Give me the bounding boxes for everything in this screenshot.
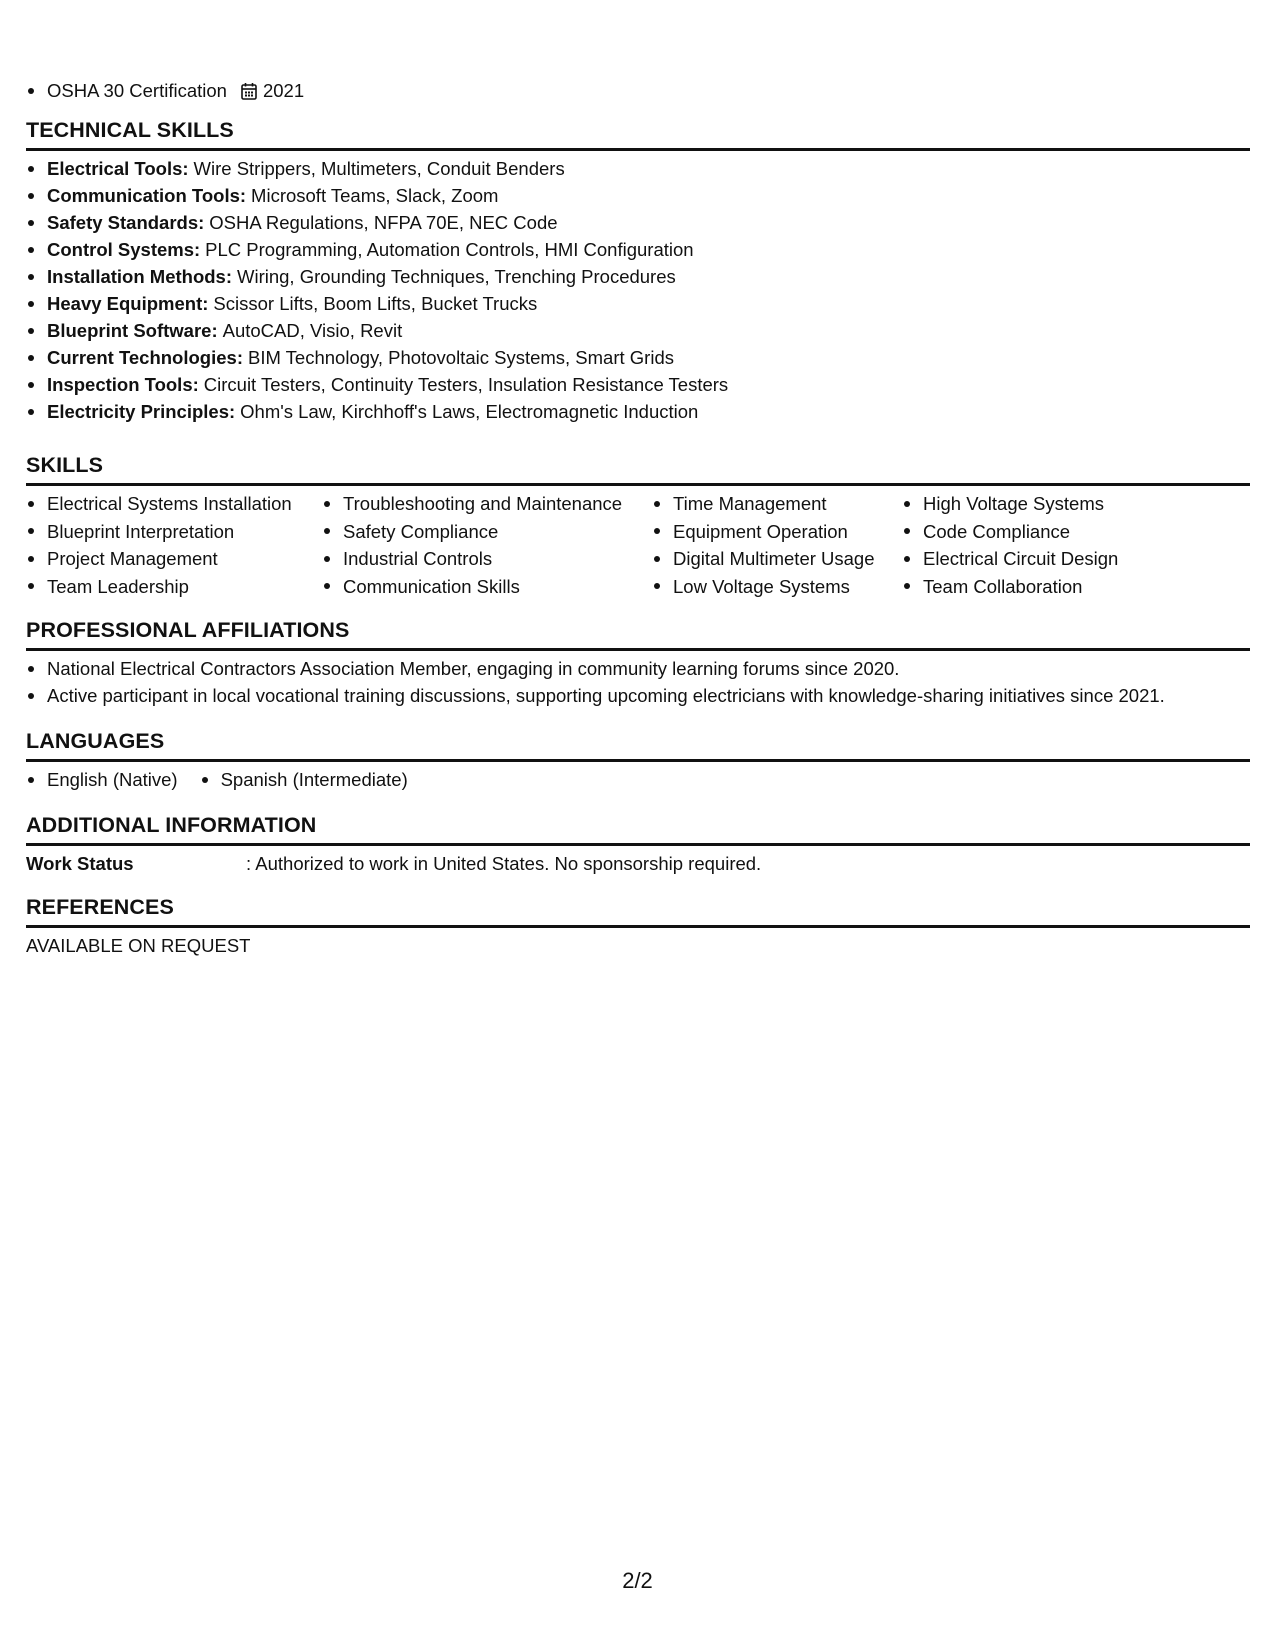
- bullet: [28, 355, 34, 361]
- skill-category: Current Technologies:: [47, 347, 243, 368]
- section-heading: LANGUAGES: [26, 729, 165, 753]
- certification-name: OSHA 30 Certification: [47, 80, 227, 101]
- skill-category: Inspection Tools:: [47, 374, 199, 395]
- bullet: [28, 220, 34, 226]
- bullet: [654, 501, 660, 507]
- list-item: [26, 490, 322, 518]
- bullet: [904, 501, 910, 507]
- list-item: [26, 545, 322, 573]
- bullet: [28, 166, 34, 172]
- work-status-row: [26, 850, 1250, 877]
- section-divider: [26, 148, 1250, 151]
- skill-values: Wire Strippers, Multimeters, Conduit Benders: [193, 158, 565, 179]
- skill-name: Equipment Operation: [673, 520, 848, 542]
- list-item: [322, 573, 652, 601]
- skill-name: Communication Skills: [343, 575, 520, 597]
- list-item: [902, 573, 1202, 601]
- bullet: [28, 556, 34, 562]
- skill-category: Blueprint Software:: [47, 320, 218, 341]
- list-item: [26, 766, 178, 793]
- bullet: [324, 501, 330, 507]
- skill-name: Project Management: [47, 548, 218, 569]
- skill-name: Safety Compliance: [343, 520, 499, 542]
- skill-values: Circuit Testers, Continuity Testers, Insulation Resistance Testers: [203, 374, 729, 395]
- bullet: [28, 88, 34, 94]
- work-status-value: : Authorized to work in United States. No sponsorship required.: [246, 853, 762, 874]
- languages-section: [26, 727, 1250, 793]
- list-item: [26, 655, 1250, 682]
- skills-grid: [26, 490, 1250, 600]
- skill-category: Electrical Tools:: [47, 158, 189, 179]
- list-item: [26, 236, 1250, 263]
- list-item: [902, 545, 1202, 573]
- skill-name: Team Collaboration: [923, 575, 1083, 597]
- affiliation-text: Active participant in local vocational training discussions, supporting upcoming electricians with knowledge-sharing initiatives since 2021.: [47, 685, 1165, 706]
- section-heading: SKILLS: [26, 453, 104, 477]
- list-item: [26, 518, 322, 546]
- affiliations-list: [26, 655, 1250, 709]
- skill-values: Ohm's Law, Kirchhoff's Laws, Electromagnetic Induction: [240, 401, 699, 422]
- language-name: Spanish (Intermediate): [220, 769, 408, 790]
- bullet: [28, 409, 34, 415]
- bullet: [28, 247, 34, 253]
- bullet: [28, 666, 34, 672]
- section-divider: [26, 843, 1250, 846]
- skill-values: Wiring, Grounding Techniques, Trenching Procedures: [237, 266, 676, 287]
- skill-values: Microsoft Teams, Slack, Zoom: [251, 185, 499, 206]
- bullet: [904, 583, 910, 589]
- bullet: [904, 528, 910, 534]
- list-item: [26, 317, 1250, 344]
- section-divider: [26, 483, 1250, 486]
- bullet: [202, 777, 208, 783]
- list-item: [200, 766, 408, 793]
- languages-list: [26, 766, 1250, 793]
- section-divider: [26, 648, 1250, 651]
- section-divider: [26, 759, 1250, 762]
- list-item: [322, 545, 652, 573]
- section-divider: [26, 925, 1250, 928]
- section-heading: ADDITIONAL INFORMATION: [26, 813, 317, 837]
- list-item: [322, 518, 652, 546]
- bullet: [28, 693, 34, 699]
- skill-values: Scissor Lifts, Boom Lifts, Bucket Trucks: [213, 293, 538, 314]
- list-item: [26, 263, 1250, 290]
- skills-column: [902, 490, 1202, 600]
- skills-column: [652, 490, 902, 600]
- bullet: [28, 301, 34, 307]
- skill-values: OSHA Regulations, NFPA 70E, NEC Code: [209, 212, 558, 233]
- list-item: [652, 545, 902, 573]
- list-item: [26, 155, 1250, 182]
- bullet: [28, 501, 34, 507]
- page-number: 2/2: [622, 1568, 653, 1593]
- skill-name: Code Compliance: [923, 520, 1071, 542]
- affiliation-text: National Electrical Contractors Association Member, engaging in community learning forums since 2020.: [47, 658, 900, 679]
- language-name: English (Native): [47, 769, 178, 790]
- bullet: [904, 556, 910, 562]
- skill-name: Digital Multimeter Usage: [673, 548, 875, 569]
- bullet: [324, 528, 330, 534]
- references-text: AVAILABLE ON REQUEST: [26, 935, 251, 956]
- skills-section: [26, 451, 1250, 600]
- bullet: [28, 274, 34, 280]
- bullet: [28, 528, 34, 534]
- technical-skills-list: [26, 155, 1250, 425]
- bullet: [654, 556, 660, 562]
- list-item: [26, 398, 1250, 425]
- skill-name: Time Management: [673, 493, 827, 514]
- list-item: [26, 682, 1250, 709]
- bullet: [28, 382, 34, 388]
- affiliations-section: [26, 616, 1250, 709]
- certification-year: 2021: [262, 80, 305, 101]
- skill-category: Control Systems:: [47, 239, 201, 260]
- skill-name: Troubleshooting and Maintenance: [343, 493, 623, 514]
- list-item: [652, 518, 902, 546]
- list-item: [26, 573, 322, 601]
- skill-name: Blueprint Interpretation: [47, 520, 235, 542]
- list-item: [322, 490, 652, 518]
- skill-values: AutoCAD, Visio, Revit: [222, 320, 403, 341]
- list-item: [652, 573, 902, 601]
- work-status-label: Work Status: [26, 853, 134, 874]
- section-heading: PROFESSIONAL AFFILIATIONS: [26, 618, 350, 642]
- list-item: [902, 490, 1202, 518]
- additional-info-section: [26, 811, 1250, 877]
- bullet: [28, 193, 34, 199]
- skill-name: Electrical Systems Installation: [47, 493, 292, 514]
- list-item: [902, 518, 1202, 546]
- bullet: [654, 528, 660, 534]
- technical-skills-section: [26, 116, 1250, 425]
- skills-column: [322, 490, 652, 600]
- bullet: [28, 583, 34, 589]
- skill-name: High Voltage Systems: [923, 493, 1104, 514]
- skill-name: Industrial Controls: [343, 548, 493, 569]
- skills-column: [26, 490, 322, 600]
- bullet: [654, 583, 660, 589]
- skill-category: Heavy Equipment:: [47, 293, 209, 314]
- list-item: [26, 182, 1250, 209]
- skill-values: PLC Programming, Automation Controls, HMI Configuration: [205, 239, 694, 260]
- list-item: [652, 490, 902, 518]
- bullet: [324, 583, 330, 589]
- list-item: [26, 344, 1250, 371]
- skill-category: Electricity Principles:: [47, 401, 236, 422]
- skill-category: Installation Methods:: [47, 266, 232, 287]
- section-heading: REFERENCES: [26, 895, 174, 919]
- references-section: [26, 893, 1250, 959]
- calendar-icon: [241, 82, 257, 100]
- skill-name: Electrical Circuit Design: [923, 548, 1119, 569]
- list-item: [26, 290, 1250, 317]
- skill-category: Communication Tools:: [47, 185, 247, 206]
- bullet: [28, 328, 34, 334]
- list-item: [26, 371, 1250, 398]
- skill-name: Low Voltage Systems: [673, 575, 850, 597]
- bullet: [324, 556, 330, 562]
- skill-category: Safety Standards:: [47, 212, 205, 233]
- skill-name: Team Leadership: [47, 575, 189, 597]
- certification-item: [26, 80, 304, 102]
- list-item: [26, 209, 1250, 236]
- bullet: [28, 777, 34, 783]
- section-heading: TECHNICAL SKILLS: [26, 118, 234, 142]
- skill-values: BIM Technology, Photovoltaic Systems, Smart Grids: [247, 347, 674, 368]
